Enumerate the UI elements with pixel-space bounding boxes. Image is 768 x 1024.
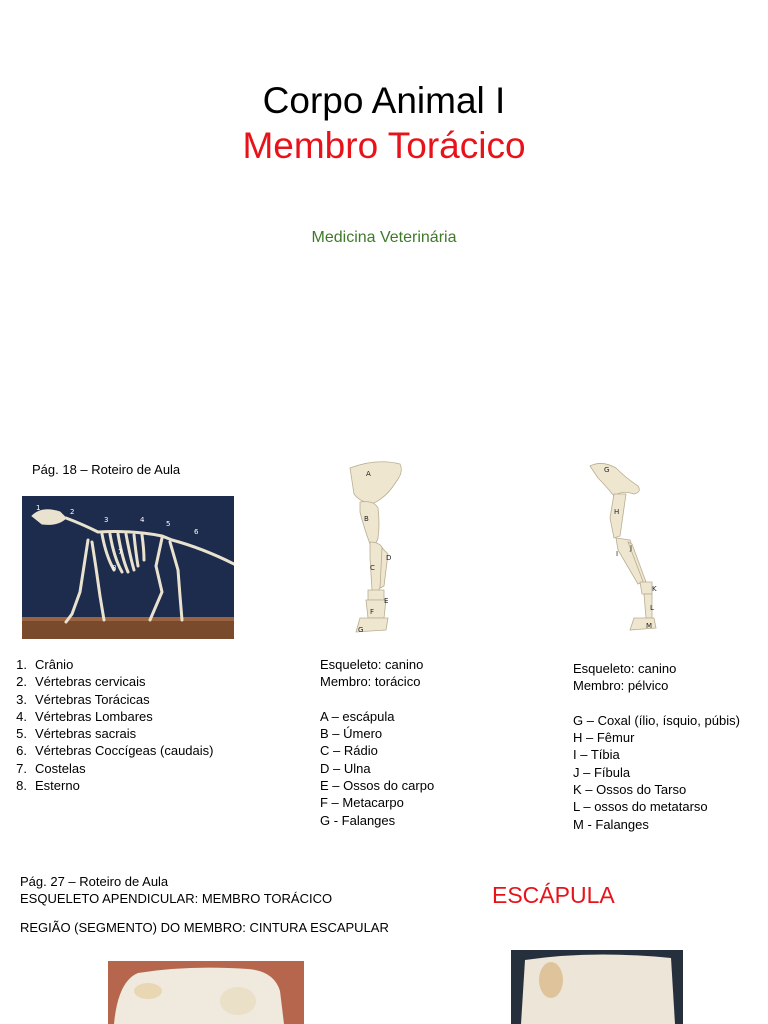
list-item: 7. Costelas bbox=[16, 760, 86, 776]
pelvic-letter: J bbox=[630, 544, 633, 552]
page27-caption: Pág. 27 – Roteiro de Aula bbox=[20, 874, 169, 889]
pelvic-limb-figure bbox=[586, 458, 662, 634]
section-heading: ESCÁPULA bbox=[492, 882, 615, 908]
skeleton-label: 7 bbox=[118, 548, 123, 556]
list-item: K – Ossos do Tarso bbox=[573, 782, 687, 798]
list-item: J – Fíbula bbox=[573, 764, 631, 780]
page-title: Corpo Animal I bbox=[262, 80, 506, 121]
scapula-photo-right bbox=[511, 950, 683, 1024]
list-item: 3. Vértebras Torácicas bbox=[16, 691, 150, 707]
skeleton-label: 4 bbox=[140, 516, 145, 524]
thoracic-letter: C bbox=[370, 564, 375, 572]
thoracic-letter: G bbox=[358, 626, 364, 634]
list-item: D – Ulna bbox=[320, 760, 371, 776]
course-name: Medicina Veterinária bbox=[311, 229, 457, 246]
pelvic-limb-legend bbox=[573, 660, 740, 833]
page27-region: REGIÃO (SEGMENTO) DO MEMBRO: CINTURA ESCAPULAR bbox=[20, 920, 389, 935]
list-item: G - Falanges bbox=[320, 812, 396, 828]
list-item: L – ossos do metatarso bbox=[573, 799, 708, 815]
pelvic-header-skeleton: Esqueleto: canino bbox=[573, 661, 677, 676]
list-item: B – Úmero bbox=[320, 726, 383, 742]
skeleton-label: 6 bbox=[194, 528, 199, 536]
page27-section: ESQUELETO APENDICULAR: MEMBRO TORÁCICO bbox=[20, 891, 333, 906]
skeleton-label: 2 bbox=[70, 508, 75, 516]
skeleton-label: 3 bbox=[104, 516, 109, 524]
pelvic-limb-illustration bbox=[586, 458, 662, 634]
thoracic-header-skeleton: Esqueleto: canino bbox=[320, 657, 424, 672]
list-item: H – Fêmur bbox=[573, 730, 635, 746]
pelvic-letter: M bbox=[646, 622, 653, 630]
list-item: 1. Crânio bbox=[16, 657, 74, 672]
dog-skeleton-illustration bbox=[22, 496, 234, 639]
list-item: G – Coxal (ílio, ísquio, púbis) bbox=[573, 712, 740, 728]
scapula-photo-left bbox=[108, 961, 304, 1024]
pelvic-letter: K bbox=[652, 585, 657, 593]
skeleton-label: 5 bbox=[166, 520, 171, 528]
thoracic-letter: A bbox=[366, 470, 371, 478]
scapula-bone-illustration bbox=[108, 961, 304, 1024]
list-item: 6. Vértebras Coccígeas (caudais) bbox=[16, 743, 214, 759]
pelvic-letter: I bbox=[616, 550, 619, 558]
list-item: F – Metacarpo bbox=[320, 795, 404, 811]
list-item: 4. Vértebras Lombares bbox=[16, 708, 153, 724]
list-item: E – Ossos do carpo bbox=[320, 778, 435, 794]
pelvic-letter: H bbox=[614, 508, 620, 516]
thoracic-letter: B bbox=[364, 515, 369, 523]
list-item: 5. Vértebras sacrais bbox=[16, 726, 137, 742]
skeleton-label: 1 bbox=[36, 504, 41, 512]
scapula-bone-illustration bbox=[511, 950, 683, 1024]
pelvic-header-limb: Membro: pélvico bbox=[573, 678, 669, 694]
list-item: A – escápula bbox=[320, 708, 395, 724]
list-item: I – Tíbia bbox=[573, 747, 620, 763]
thoracic-letter: E bbox=[384, 597, 389, 605]
list-item: C – Rádio bbox=[320, 743, 378, 759]
pelvic-letter: L bbox=[650, 604, 654, 612]
skeleton-parts-list bbox=[5, 656, 213, 794]
thoracic-limb-illustration bbox=[326, 458, 408, 638]
list-item: 2. Vértebras cervicais bbox=[16, 674, 146, 690]
list-item: 8. Esterno bbox=[16, 778, 80, 794]
thoracic-letter: D bbox=[386, 554, 392, 562]
thoracic-header-limb: Membro: torácico bbox=[320, 674, 421, 690]
pelvic-letter: G bbox=[604, 466, 610, 474]
skeleton-label: 8 bbox=[112, 564, 117, 572]
dog-skeleton-photo bbox=[22, 496, 234, 639]
list-item: M - Falanges bbox=[573, 816, 649, 832]
thoracic-letter: F bbox=[370, 608, 375, 616]
page-subtitle: Membro Torácico bbox=[242, 125, 526, 166]
thoracic-limb-figure bbox=[326, 458, 408, 638]
page18-caption: Pág. 18 – Roteiro de Aula bbox=[32, 462, 181, 477]
thoracic-limb-legend bbox=[320, 656, 434, 829]
